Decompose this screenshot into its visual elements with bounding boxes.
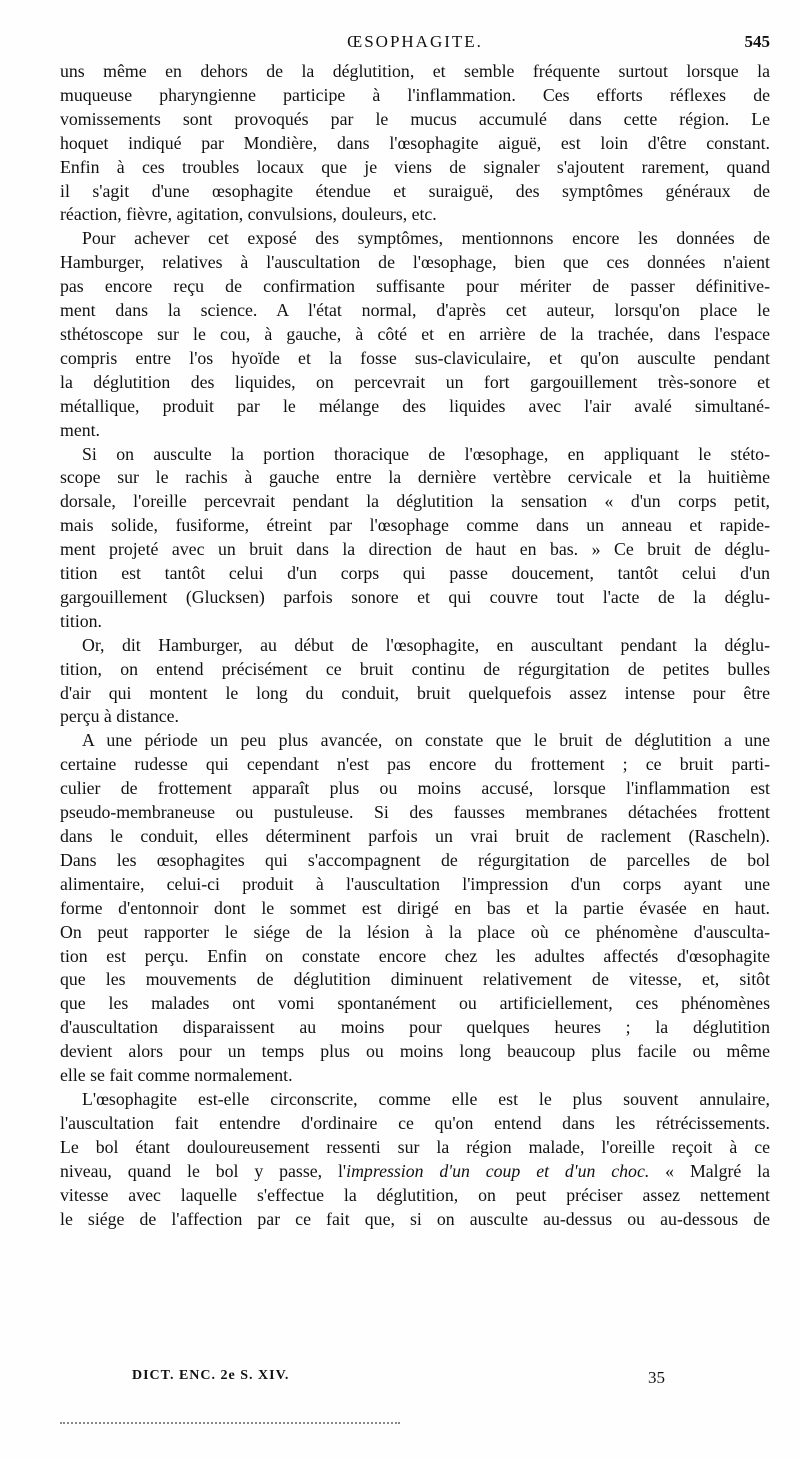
text-run: niveau, quand le bol y passe, l' xyxy=(60,1160,347,1181)
text-line: la déglutition des liquides, on percevrait un fort gargouillement très-sonore et xyxy=(60,371,770,392)
text-line: vomissements sont provoqués par le mucus accumulé dans cette région. Le xyxy=(60,108,770,129)
italic-phrase: impression d'un coup et d'un choc. xyxy=(346,1160,650,1181)
signature-footer xyxy=(60,1368,770,1394)
running-header xyxy=(60,30,770,56)
paragraph-3 xyxy=(60,443,770,634)
text-line: pseudo-membraneuse ou pustuleuse. Si des fausses membranes détachées frottent xyxy=(60,802,770,823)
text-line: compris entre l'os hyoïde et la fosse sus-claviculaire, et qu'on ausculte pendant xyxy=(60,347,770,368)
text-line: métallique, produit par le mélange des liquides avec l'air avalé simultané- xyxy=(60,395,770,416)
text-line: ment. xyxy=(60,419,100,440)
paragraph-2 xyxy=(60,227,770,442)
dotted-rule xyxy=(60,1422,400,1424)
text-line: sthétoscope sur le cou, à gauche, à côté et en arrière de la trachée, dans l'espace xyxy=(60,323,770,344)
text-line: mais solide, fusiforme, étreint par l'œsophage comme dans un anneau et rapide- xyxy=(60,515,770,536)
text-line: alimentaire, celui-ci produit à l'auscultation l'impression d'un corps ayant une xyxy=(60,873,770,894)
text-line: tition, on entend précisément ce bruit continu de régurgitation de petites bulles xyxy=(60,658,770,679)
paragraph-1 xyxy=(60,60,770,227)
text-line: d'air qui montent le long du conduit, bruit quelquefois assez intense pour être xyxy=(60,682,770,703)
paragraph-6 xyxy=(60,1088,770,1231)
text-line: culier de frottement apparaît plus ou moins accusé, lorsque l'inflammation est xyxy=(60,778,770,799)
paragraph-4 xyxy=(60,634,770,730)
text-line: Enfin à ces troubles locaux que je viens de signaler s'ajoutent rarement, quand xyxy=(60,156,770,177)
text-line: L'œsophagite est-elle circonscrite, comme elle est le plus souvent annulaire, xyxy=(82,1088,770,1109)
text-line: Dans les œsophagites qui s'accompagnent de régurgitation de parcelles de bol xyxy=(60,849,770,870)
signature-number: 35 xyxy=(648,1368,665,1387)
text-line: d'auscultation disparaissent au moins pour quelques heures ; la déglutition xyxy=(60,1017,770,1038)
text-line: que les malades ont vomi spontanément ou artificiellement, ces phénomènes xyxy=(60,993,770,1014)
text-line: On peut rapporter le siége de la lésion à la place où ce phénomène d'ausculta- xyxy=(60,921,770,942)
running-title: ŒSOPHAGITE. xyxy=(347,32,483,51)
text-line: le siége de l'affection par ce fait que, si on ausculte au-dessus ou au-dessous de xyxy=(60,1208,770,1229)
text-line: l'auscultation fait entendre d'ordinaire ce qu'on entend dans les rétrécissements. xyxy=(60,1112,770,1133)
text-line: ment projeté avec un bruit dans la direction de haut en bas. » Ce bruit de déglu- xyxy=(60,539,770,560)
text-line: certaine rudesse qui cependant n'est pas encore du frottement ; ce bruit parti- xyxy=(60,754,770,775)
text-line-with-italic xyxy=(60,1160,770,1184)
text-line: Le bol étant douloureusement ressenti sur la région malade, l'oreille reçoit à ce xyxy=(60,1136,770,1157)
text-line: ment dans la science. A l'état normal, d'après cet auteur, lorsqu'on place le xyxy=(60,300,770,321)
text-line: perçu à distance. xyxy=(60,706,179,727)
text-line: elle se fait comme normalement. xyxy=(60,1065,293,1086)
text-line: Pour achever cet exposé des symptômes, mentionnons encore les données de xyxy=(82,228,770,249)
text-line: dans le conduit, elles déterminent parfois un vrai bruit de raclement (Rascheln). xyxy=(60,826,770,846)
text-line: tition est tantôt celui d'un corps qui passe doucement, tantôt celui d'un xyxy=(60,563,770,584)
text-line: pas encore reçu de confirmation suffisante pour mériter de passer définitive- xyxy=(60,276,770,297)
text-line: il s'agit d'une œsophagite étendue et suraiguë, des symptômes généraux de xyxy=(60,180,770,201)
text-run: « Malgré la xyxy=(649,1160,771,1181)
text-line: A une période un peu plus avancée, on constate que le bruit de déglutition a une xyxy=(82,730,770,751)
text-line: Hamburger, relatives à l'auscultation de l'œsophage, bien que ces données n'aient xyxy=(60,252,770,273)
text-line: réaction, fièvre, agitation, convulsions, douleurs, etc. xyxy=(60,204,437,225)
body-text xyxy=(60,60,770,1231)
text-line: dorsale, l'oreille percevrait pendant la déglutition la sensation « d'un corps petit, xyxy=(60,491,770,512)
text-line: tition. xyxy=(60,610,102,631)
text-line: muqueuse pharyngienne participe à l'inflammation. Ces efforts réflexes de xyxy=(60,84,770,105)
printer-signature: DICT. ENC. 2e S. XIV. xyxy=(132,1368,290,1383)
text-line: que les mouvements de déglutition diminuent relativement de vitesse, et, sitôt xyxy=(60,969,770,990)
page-number: 545 xyxy=(744,32,770,51)
text-line: gargouillement (Glucksen) parfois sonore et qui couvre tout l'acte de la déglu- xyxy=(60,586,770,607)
paragraph-5 xyxy=(60,729,770,1088)
text-line: tion est perçu. Enfin on constate encore chez les adultes affectés d'œsophagite xyxy=(60,945,770,966)
text-line: scope sur le rachis à gauche entre la dernière vertèbre cervicale et la huitième xyxy=(60,467,770,488)
text-line: devient alors pour un temps plus ou moins long beaucoup plus facile ou même xyxy=(60,1041,770,1062)
text-line: Or, dit Hamburger, au début de l'œsophagite, en auscultant pendant la déglu- xyxy=(82,634,770,655)
text-line: hoquet indiqué par Mondière, dans l'œsophagite aiguë, est loin d'être constant. xyxy=(60,132,770,153)
text-line: forme d'entonnoir dont le sommet est dirigé en bas et la partie évasée en haut. xyxy=(60,897,770,918)
text-line: uns même en dehors de la déglutition, et semble fréquente surtout lorsque la xyxy=(60,61,770,81)
text-line: Si on ausculte la portion thoracique de l'œsophage, en appliquant le stéto- xyxy=(82,443,770,464)
text-line: vitesse avec laquelle s'effectue la déglutition, on peut préciser assez nettement xyxy=(60,1184,770,1205)
